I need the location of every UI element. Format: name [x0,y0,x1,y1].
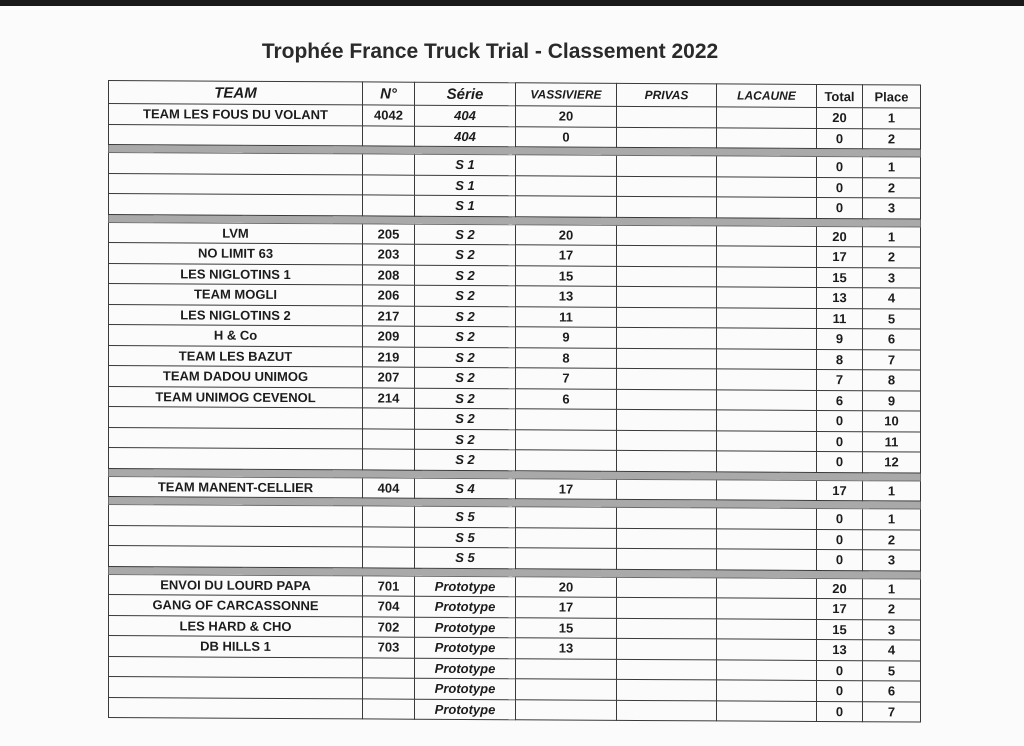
team-cell [109,407,363,429]
number-cell: 704 [363,596,415,617]
place-cell: 6 [863,329,921,350]
header-team: TEAM [109,81,363,105]
vassiviere-cell: 13 [516,286,617,307]
header-number: N° [363,82,415,105]
place-cell: 5 [863,660,921,681]
lacaune-cell [717,577,817,598]
total-cell: 0 [817,410,863,431]
lacaune-cell [717,508,817,529]
lacaune-cell [717,287,817,308]
lacaune-cell [717,307,817,328]
lacaune-cell [717,639,817,660]
lacaune-cell [717,156,817,177]
number-cell [363,174,415,195]
lacaune-cell [717,700,817,721]
lacaune-cell [717,266,817,287]
team-cell: LES HARD & CHO [109,615,363,637]
table-row [109,697,921,722]
lacaune-cell [717,246,817,267]
serie-cell: S 2 [415,326,516,347]
privas-cell [617,307,717,328]
team-cell [109,124,363,146]
vassiviere-cell [516,429,617,450]
vassiviere-cell: 0 [516,126,617,147]
header-total: Total [817,84,863,107]
serie-cell: S 1 [415,175,516,196]
team-cell [109,546,363,568]
team-cell: LVM [109,222,363,244]
total-cell: 0 [817,177,863,198]
lacaune-cell [717,389,817,410]
number-cell: 209 [363,326,415,347]
team-cell: TEAM LES BAZUT [109,345,363,367]
lacaune-cell [717,680,817,701]
total-cell: 17 [817,480,863,501]
total-cell: 0 [817,701,863,722]
serie-cell: S 5 [415,547,516,568]
vassiviere-cell [516,409,617,430]
serie-cell: S 1 [415,195,516,216]
number-cell: 404 [363,477,415,498]
serie-cell: Prototype [415,596,516,617]
lacaune-cell [717,659,817,680]
total-cell: 0 [817,549,863,570]
privas-cell [617,196,717,217]
total-cell: 13 [817,639,863,660]
number-cell [363,547,415,568]
number-cell [363,408,415,429]
privas-cell [617,479,717,500]
vassiviere-cell: 15 [516,617,617,638]
team-cell [109,194,363,216]
place-cell: 2 [863,247,921,268]
privas-cell [617,106,717,127]
place-cell: 1 [863,480,921,501]
serie-cell: Prototype [415,576,516,597]
vassiviere-cell: 20 [516,576,617,597]
place-cell: 4 [863,288,921,309]
privas-cell [617,618,717,639]
header-serie: Série [415,82,516,106]
number-cell: 208 [363,264,415,285]
privas-cell [617,286,717,307]
vassiviere-cell [516,679,617,700]
vassiviere-cell: 11 [516,306,617,327]
number-cell [363,449,415,470]
lacaune-cell [717,176,817,197]
privas-cell [617,155,717,176]
total-cell: 20 [817,578,863,599]
lacaune-cell [717,197,817,218]
lacaune-cell [717,618,817,639]
privas-cell [617,245,717,266]
team-cell [109,427,363,449]
vassiviere-cell [516,196,617,217]
lacaune-cell [717,528,817,549]
serie-cell: S 5 [415,506,516,527]
total-cell: 17 [817,246,863,267]
privas-cell [617,389,717,410]
privas-cell [617,638,717,659]
team-cell: LES NIGLOTINS 1 [109,263,363,285]
serie-cell: S 5 [415,527,516,548]
vassiviere-cell [516,699,617,720]
vassiviere-cell: 20 [516,224,617,245]
total-cell: 9 [817,328,863,349]
header-privas: PRIVAS [617,83,717,107]
privas-cell [617,225,717,246]
team-cell: NO LIMIT 63 [109,243,363,265]
number-cell [363,506,415,527]
number-cell: 207 [363,367,415,388]
privas-cell [617,348,717,369]
number-cell [363,154,415,175]
vassiviere-cell [516,507,617,528]
privas-cell [617,368,717,389]
team-cell: TEAM LES FOUS DU VOLANT [109,104,363,126]
privas-cell [617,430,717,451]
total-cell: 15 [817,619,863,640]
vassiviere-cell [516,450,617,471]
place-cell: 1 [863,108,921,129]
vassiviere-cell: 6 [516,388,617,409]
serie-cell: Prototype [415,637,516,658]
total-cell: 17 [817,598,863,619]
team-cell: TEAM MANENT-CELLIER [109,476,363,498]
total-cell: 7 [817,369,863,390]
team-cell [109,677,363,699]
total-cell: 8 [817,349,863,370]
serie-cell: S 2 [415,347,516,368]
lacaune-cell [717,598,817,619]
vassiviere-cell [516,527,617,548]
privas-cell [617,700,717,721]
lacaune-cell [717,328,817,349]
place-cell: 3 [863,619,921,640]
privas-cell [617,266,717,287]
privas-cell [617,659,717,680]
privas-cell [617,597,717,618]
number-cell [363,526,415,547]
lacaune-cell [717,451,817,472]
total-cell: 13 [817,287,863,308]
number-cell: 206 [363,285,415,306]
vassiviere-cell: 17 [516,245,617,266]
lacaune-cell [717,479,817,500]
team-cell: TEAM UNIMOG CEVENOL [109,386,363,408]
place-cell: 7 [863,701,921,722]
team-cell [109,448,363,470]
serie-cell: S 1 [415,154,516,175]
place-cell: 2 [863,177,921,198]
lacaune-cell [717,369,817,390]
place-cell: 8 [863,370,921,391]
team-cell [109,697,363,719]
serie-cell: S 2 [415,306,516,327]
number-cell [363,125,415,146]
serie-cell: Prototype [415,617,516,638]
total-cell: 0 [817,156,863,177]
document-title: Trophée France Truck Trial - Classement 2022 [261,40,719,63]
total-cell: 0 [817,529,863,550]
lacaune-cell [717,127,817,148]
serie-cell: S 2 [415,224,516,245]
serie-cell: S 2 [415,388,516,409]
vassiviere-cell: 9 [516,327,617,348]
team-cell: TEAM MOGLI [109,284,363,306]
number-cell: 701 [363,575,415,596]
vassiviere-cell [516,548,617,569]
team-cell [109,656,363,678]
place-cell: 2 [863,599,921,620]
lacaune-cell [717,430,817,451]
serie-cell: S 2 [415,408,516,429]
privas-cell [617,450,717,471]
header-lacaune: LACAUNE [717,84,817,108]
number-cell [363,657,415,678]
place-cell: 1 [863,578,921,599]
privas-cell [617,409,717,430]
number-cell [363,428,415,449]
privas-cell [617,127,717,148]
total-cell: 0 [817,197,863,218]
vassiviere-cell: 17 [516,478,617,499]
place-cell: 1 [863,157,921,178]
total-cell: 20 [817,226,863,247]
total-cell: 0 [817,660,863,681]
place-cell: 11 [863,431,921,452]
place-cell: 5 [863,308,921,329]
serie-cell: Prototype [415,699,516,720]
place-cell: 10 [863,411,921,432]
place-cell: 3 [863,550,921,571]
place-cell: 4 [863,640,921,661]
total-cell: 6 [817,390,863,411]
lacaune-cell [717,410,817,431]
number-cell [363,195,415,216]
place-cell: 9 [863,390,921,411]
serie-cell: Prototype [415,658,516,679]
vassiviere-cell: 7 [516,368,617,389]
number-cell: 203 [363,244,415,265]
lacaune-cell [717,549,817,570]
serie-cell: S 4 [415,478,516,499]
total-cell: 0 [817,431,863,452]
serie-cell: S 2 [415,367,516,388]
privas-cell [617,176,717,197]
lacaune-cell [717,348,817,369]
vassiviere-cell: 17 [516,597,617,618]
total-cell: 15 [817,267,863,288]
serie-cell: S 2 [415,265,516,286]
team-cell: DB HILLS 1 [109,636,363,658]
total-cell: 0 [817,128,863,149]
team-cell: GANG OF CARCASSONNE [109,595,363,617]
place-cell: 1 [863,226,921,247]
place-cell: 3 [863,198,921,219]
lacaune-cell [717,107,817,128]
place-cell: 7 [863,349,921,370]
privas-cell [617,528,717,549]
serie-cell: S 2 [415,244,516,265]
number-cell: 702 [363,616,415,637]
vassiviere-cell [516,175,617,196]
number-cell: 4042 [363,105,415,126]
team-cell: H & Co [109,325,363,347]
serie-cell: 404 [415,105,516,126]
serie-cell: S 2 [415,429,516,450]
team-cell: TEAM DADOU UNIMOG [109,366,363,388]
team-cell: ENVOI DU LOURD PAPA [109,574,363,596]
privas-cell [617,327,717,348]
number-cell [363,698,415,719]
number-cell: 205 [363,223,415,244]
total-cell: 0 [817,451,863,472]
team-cell [109,173,363,195]
vassiviere-cell: 15 [516,265,617,286]
place-cell: 12 [863,452,921,473]
place-cell: 3 [863,267,921,288]
place-cell: 6 [863,681,921,702]
serie-cell: 404 [415,126,516,147]
serie-cell: S 2 [415,285,516,306]
number-cell: 214 [363,387,415,408]
place-cell: 2 [863,529,921,550]
team-cell: LES NIGLOTINS 2 [109,304,363,326]
number-cell: 703 [363,637,415,658]
header-place: Place [863,85,921,108]
privas-cell [617,679,717,700]
number-cell: 217 [363,305,415,326]
team-cell [109,153,363,175]
vassiviere-cell: 13 [516,638,617,659]
serie-cell: S 2 [415,449,516,470]
vassiviere-cell: 20 [516,106,617,127]
place-cell: 2 [863,128,921,149]
serie-cell: Prototype [415,678,516,699]
vassiviere-cell [516,155,617,176]
place-cell: 1 [863,509,921,530]
privas-cell [617,548,717,569]
lacaune-cell [717,225,817,246]
privas-cell [617,577,717,598]
number-cell [363,678,415,699]
vassiviere-cell: 8 [516,347,617,368]
ranking-table [108,80,921,723]
total-cell: 0 [817,680,863,701]
team-cell [109,525,363,547]
header-vassiviere: VASSIVIERE [516,83,617,107]
vassiviere-cell [516,658,617,679]
number-cell: 219 [363,346,415,367]
table-body [109,104,921,723]
total-cell: 20 [817,107,863,128]
total-cell: 0 [817,508,863,529]
team-cell [109,505,363,527]
total-cell: 11 [817,308,863,329]
privas-cell [617,507,717,528]
